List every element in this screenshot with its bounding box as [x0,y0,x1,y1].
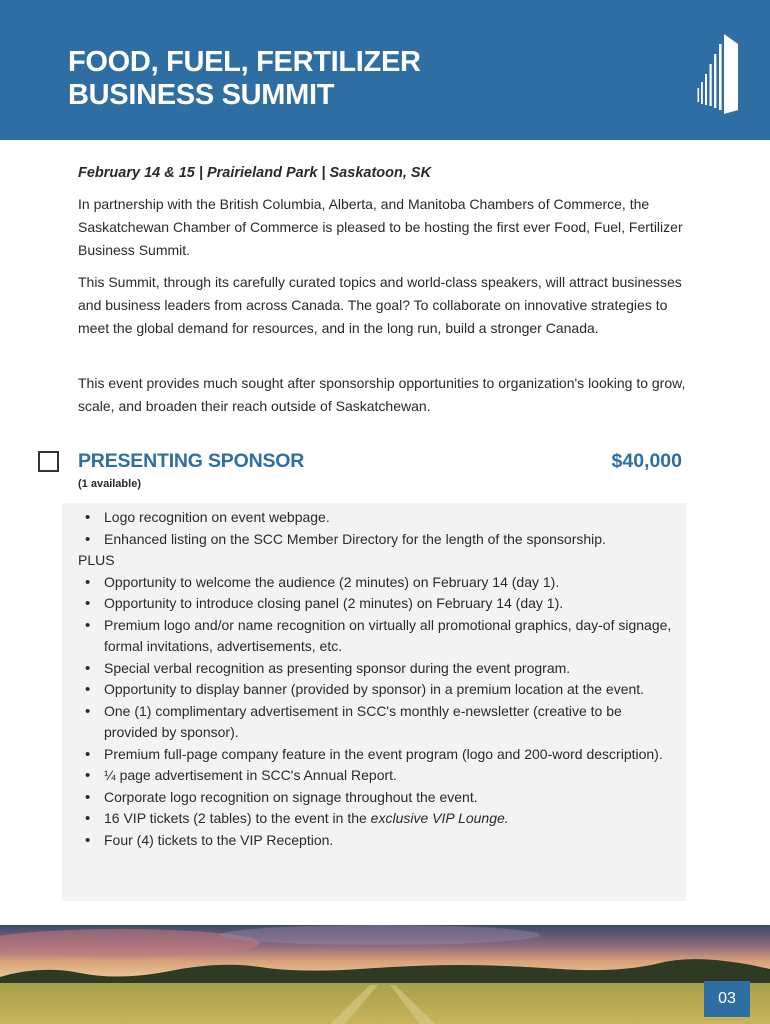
building-logo-icon [694,30,742,114]
benefit-item: • Special verbal recognition as presenting sponsor during the event program. [78,658,678,680]
header-banner [0,0,770,140]
page-number-badge: 03 [704,981,750,1017]
benefit-item: • One (1) complimentary advertisement in SCC's monthly e-newsletter (creative to be provided by sponsor). [78,701,678,744]
title-line-1: FOOD, FUEL, FERTILIZER [68,46,421,78]
prairie-field-image [0,925,770,1024]
sponsor-checkbox[interactable] [38,451,59,472]
benefit-item: • Opportunity to introduce closing panel (2 minutes) on February 14 (day 1). [78,593,678,615]
vip-lounge-text: exclusive VIP Lounge. [370,810,509,826]
benefit-item: • Opportunity to display banner (provided by sponsor) in a premium location at the event. [78,679,678,701]
sponsor-title: PRESENTING SPONSOR [78,450,305,472]
intro-paragraph-2: This Summit, through its carefully curated topics and world-class speakers, will attract businesses and business leaders from across Canada. The goal? To collaborate on innovative strategies to meet the global demand for resources, and in the long run, build a stronger Canada. [78,274,682,336]
intro-paragraph-1: In partnership with the British Columbia, Alberta, and Manitoba Chambers of Commerce, the Saskatchewan Chamber of Commerce is pleased to be hosting the first ever Food, Fuel, Fertilizer Business Summit. [78,196,683,258]
benefit-item: • Four (4) tickets to the VIP Reception. [78,830,678,852]
benefit-item: • Corporate logo recognition on signage throughout the event. [78,787,678,809]
benefits-list [78,507,678,851]
benefit-item: • ¼ page advertisement in SCC's Annual Report. [78,765,678,787]
benefit-item: • Logo recognition on event webpage. [78,507,678,529]
sponsor-availability: (1 available) [78,478,141,490]
event-date-location: February 14 & 15 | Prairieland Park | Saskatoon, SK [78,165,432,181]
benefit-item-vip [78,808,678,830]
intro-paragraph-3: This event provides much sought after sponsorship opportunities to organization's looking to grow, scale, and broaden their reach outside of Saskatchewan. [78,375,686,414]
benefit-item: • Enhanced listing on the SCC Member Directory for the length of the sponsorship. [78,529,678,551]
benefit-item: • Premium full-page company feature in the event program (logo and 200-word description). [78,744,678,766]
benefit-item: • Opportunity to welcome the audience (2 minutes) on February 14 (day 1). [78,572,678,594]
sponsor-price: $40,000 [611,450,682,472]
benefit-plus-label: PLUS [78,552,115,568]
page-title [68,46,421,112]
title-line-2: BUSINESS SUMMIT [68,79,335,111]
vip-tickets-text: 16 VIP tickets (2 tables) to the event in the [104,810,367,826]
benefit-item: • Premium logo and/or name recognition on virtually all promotional graphics, day-of signage, formal invitations, advertisements, etc. [78,615,678,658]
